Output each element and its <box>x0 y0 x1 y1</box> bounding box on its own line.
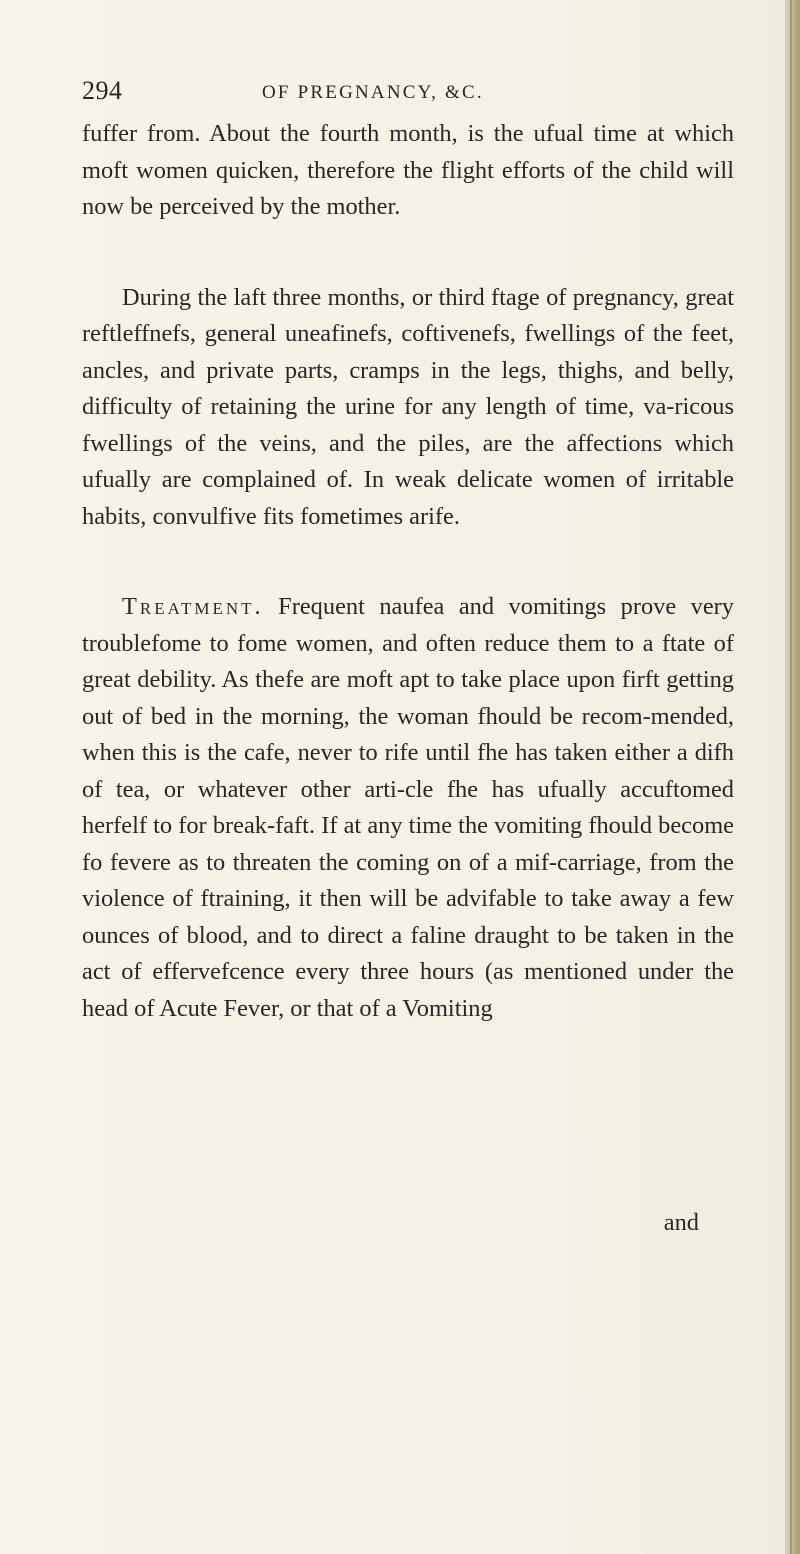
page-edge <box>785 0 800 1554</box>
running-head: OF PREGNANCY, &C. <box>262 82 484 103</box>
paragraph-1: fuffer from. About the fourth month, is the ufual time at which moft women quicken, therefore the flight efforts of the child will now be perceived by the mother. <box>82 120 734 220</box>
paragraph-3 <box>82 589 734 1027</box>
paragraph-2: During the laft three months, or third ftage of pregnancy, great reftleffnefs, general uneafinefs, coftivenefs, fwellings of the feet, ancles, and private parts, cramps in the legs, thighs, and belly, difficulty of retaining the urine for any length of time, va-ricous fwellings of the veins, and the piles, are the affections which ufually are complained of. In weak delicate women of irritable habits, convulfive fits fometimes arife. <box>82 283 734 530</box>
body-text <box>82 116 734 1081</box>
page-header <box>82 76 722 116</box>
paragraph-3-text: Frequent naufea and vomitings prove very troublefome to fome women, and often reduce them to a ftate of great debility. As thefe are moft apt to take place upon firft getting out of bed in the morning, the woman fhould be recom-mended, when this is the cafe, never to rife until fhe has taken either a difh of tea, or whatever other arti-cle fhe has ufually accuftomed herfelf to for break-faft. If at any time the vomiting fhould become fo fevere as to threaten the coming on of a mif-carriage, from the violence of ftraining, it then will be advifable to take away a few ounces of blood, and to direct a faline draught to be taken in the act of effervefcence every three hours (as mentioned under the head of Acute Fever, or that of a Vomiting <box>82 593 734 1022</box>
catchword: and <box>663 1209 699 1236</box>
page-number: 294 <box>82 76 123 105</box>
treatment-heading: Treatment. <box>122 593 264 620</box>
